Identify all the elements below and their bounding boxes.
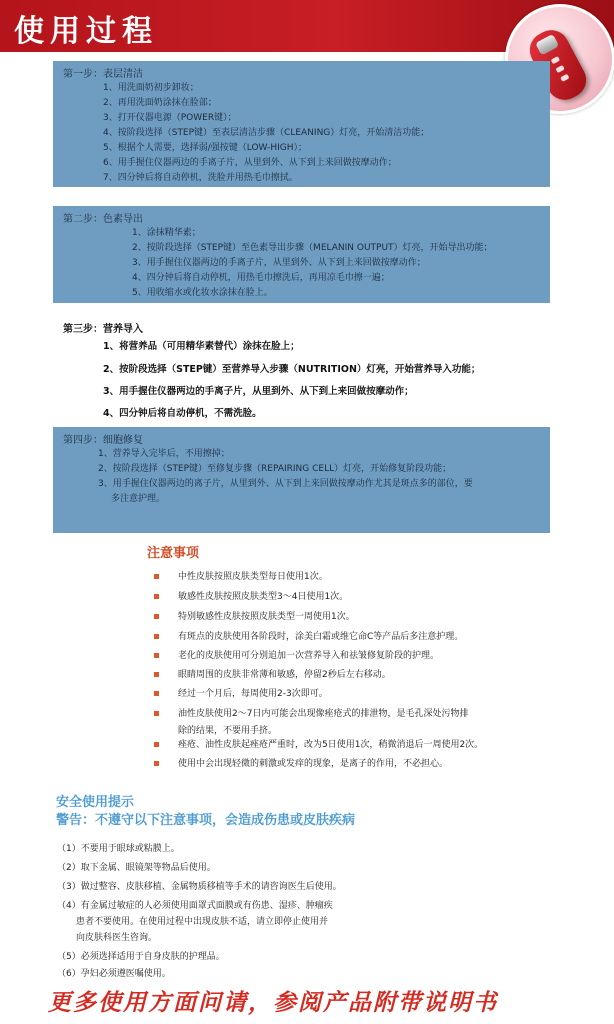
step3-line: 3、用手握住仪器两边的手离子片，从里到外、从下到上来回做按摩动作； xyxy=(103,386,414,397)
safety-title: 安全使用提示 xyxy=(56,795,135,810)
safety-line: 向皮肤科医生咨询。 xyxy=(76,933,158,943)
note-bullet xyxy=(154,742,159,747)
step3-line: 2、按阶段选择（STEP键）至营养导入步骤（NUTRITION）灯亮，开始营养导入功能； xyxy=(103,364,481,375)
note-bullet xyxy=(154,691,159,696)
note-bullet xyxy=(154,672,159,677)
step2-line: 5、用收缩水或化妆水涂抹在脸上。 xyxy=(132,288,273,298)
note-bullet xyxy=(154,614,159,619)
step3-line: 1、将营养品（可用精华素替代）涂抹在脸上； xyxy=(103,341,300,352)
safety-line: （6）孕妇必须遵医嘱使用。 xyxy=(57,969,171,979)
safety-line: （4）有金属过敏症的人必须使用面罩式面膜或有伤患、湿疹、肿瘤疾 xyxy=(57,901,333,911)
safety-line: （5）必须选择适用于自身皮肤的护理品。 xyxy=(57,952,225,962)
note-item: 老化的皮肤使用可分别追加一次营养导入和祛皱修复阶段的护理。 xyxy=(178,651,440,661)
step1-line: 3、打开仪器电源（POWER键）； xyxy=(103,113,237,123)
note-bullet xyxy=(154,653,159,658)
step4-panel xyxy=(53,427,550,533)
step1-line: 4、按阶段选择（STEP键）至表层清洁步骤（CLEANING）灯亮，开始清洁功能； xyxy=(103,128,430,138)
safety-line: （3）做过整容、皮肤移植、金属物质移植等手术的请咨询医生后使用。 xyxy=(57,882,342,892)
note-bullet xyxy=(154,761,159,766)
header-title: 使用过程 xyxy=(14,14,158,49)
step2-title: 第二步：色素导出 xyxy=(63,214,143,225)
step1-line: 1、用洗面奶初步卸妆； xyxy=(103,83,199,93)
step3-title: 第三步：营养导入 xyxy=(63,324,143,335)
note-bullet xyxy=(154,594,159,599)
safety-line: （1）不要用于眼球或粘膜上。 xyxy=(57,844,180,854)
safety-line: （2）取下金属、眼镜架等物品后使用。 xyxy=(57,863,216,873)
step1-line: 7、四分钟后将自动停机，洗脸并用热毛巾擦拭。 xyxy=(103,173,298,183)
step3-block xyxy=(53,317,550,421)
note-item: 痤疮、油性皮肤起痤疮严重时，改为5日使用1次，稍微消退后一周使用2次。 xyxy=(178,740,484,750)
step2-line: 3、用手握住仪器两边的手离子片，从里到外、从下到上来回做按摩动作； xyxy=(132,258,426,268)
note-item: 敏感性皮肤按照皮肤类型3～4日使用1次。 xyxy=(178,592,349,602)
step4-line: 多注意护理。 xyxy=(111,494,166,504)
note-item: 眼睛周围的皮肤非常薄和敏感，停留2秒后左右移动。 xyxy=(178,670,391,680)
step2-line: 2、按阶段选择（STEP键）至色素导出步骤（MELANIN OUTPUT）灯亮，开始导出功能； xyxy=(132,243,493,253)
step2-line: 1、涂抹精华素； xyxy=(132,228,201,238)
footer-note: 更多使用方面问请，参阅产品附带说明书 xyxy=(48,990,498,1016)
note-bullet xyxy=(154,711,159,716)
step4-line: 3、用手握住仪器两边的离子片，从里到外、从下到上来回做按摩动作尤其是斑点多的部位，要 xyxy=(98,479,473,489)
safety-warning: 警告：不遵守以下注意事项，会造成伤患或皮肤疾病 xyxy=(56,813,356,828)
step4-title: 第四步：细胞修复 xyxy=(63,435,143,446)
step1-line: 6、用手握住仪器两边的手离子片，从里到外、从下到上来回做按摩动作； xyxy=(103,158,397,168)
note-item: 油性皮肤使用2～7日内可能会出现像痤疮式的排泄物，是毛孔深处污物排 xyxy=(178,709,469,719)
step1-line: 2、再用洗面奶涂抹在脸部； xyxy=(103,98,217,108)
step1-line: 5、根据个人需要，选择弱/强按键（LOW-HIGH）； xyxy=(103,143,307,153)
note-item: 中性皮肤按照皮肤类型每日使用1次。 xyxy=(178,572,328,582)
note-item: 有斑点的皮肤使用各阶段时，涂美白霜或维它命C等产品后多注意护理。 xyxy=(178,632,464,642)
step4-line: 2、按阶段选择（STEP键）至修复步骤（REPAIRING CELL）灯亮，开始修复阶段功能； xyxy=(98,464,452,474)
notes-title: 注意事项 xyxy=(147,546,200,561)
step1-title: 第一步：表层清洁 xyxy=(63,69,143,80)
note-item: 特别敏感性皮肤按照皮肤类型一周使用1次。 xyxy=(178,612,355,622)
step1-panel xyxy=(53,61,550,187)
safety-line: 患者不要使用。在使用过程中出现皮肤不适，请立即停止使用并 xyxy=(76,917,329,927)
note-bullet xyxy=(154,574,159,579)
note-item-continued: 除的结果，不要用手挤。 xyxy=(178,726,278,736)
step2-line: 4、四分钟后将自动停机，用热毛巾擦洗后，再用凉毛巾擦一遍； xyxy=(132,273,390,283)
note-bullet xyxy=(154,634,159,639)
note-item: 经过一个月后，每周使用2-3次即可。 xyxy=(178,689,328,699)
step3-line: 4、四分钟后将自动停机，不需洗脸。 xyxy=(103,408,262,419)
step2-panel xyxy=(53,206,550,303)
note-item: 使用中会出现轻微的刺激或发痒的现象，是离子的作用，不必担心。 xyxy=(178,759,449,769)
step4-line: 1、营养导入完毕后，不用擦掉； xyxy=(98,449,230,459)
